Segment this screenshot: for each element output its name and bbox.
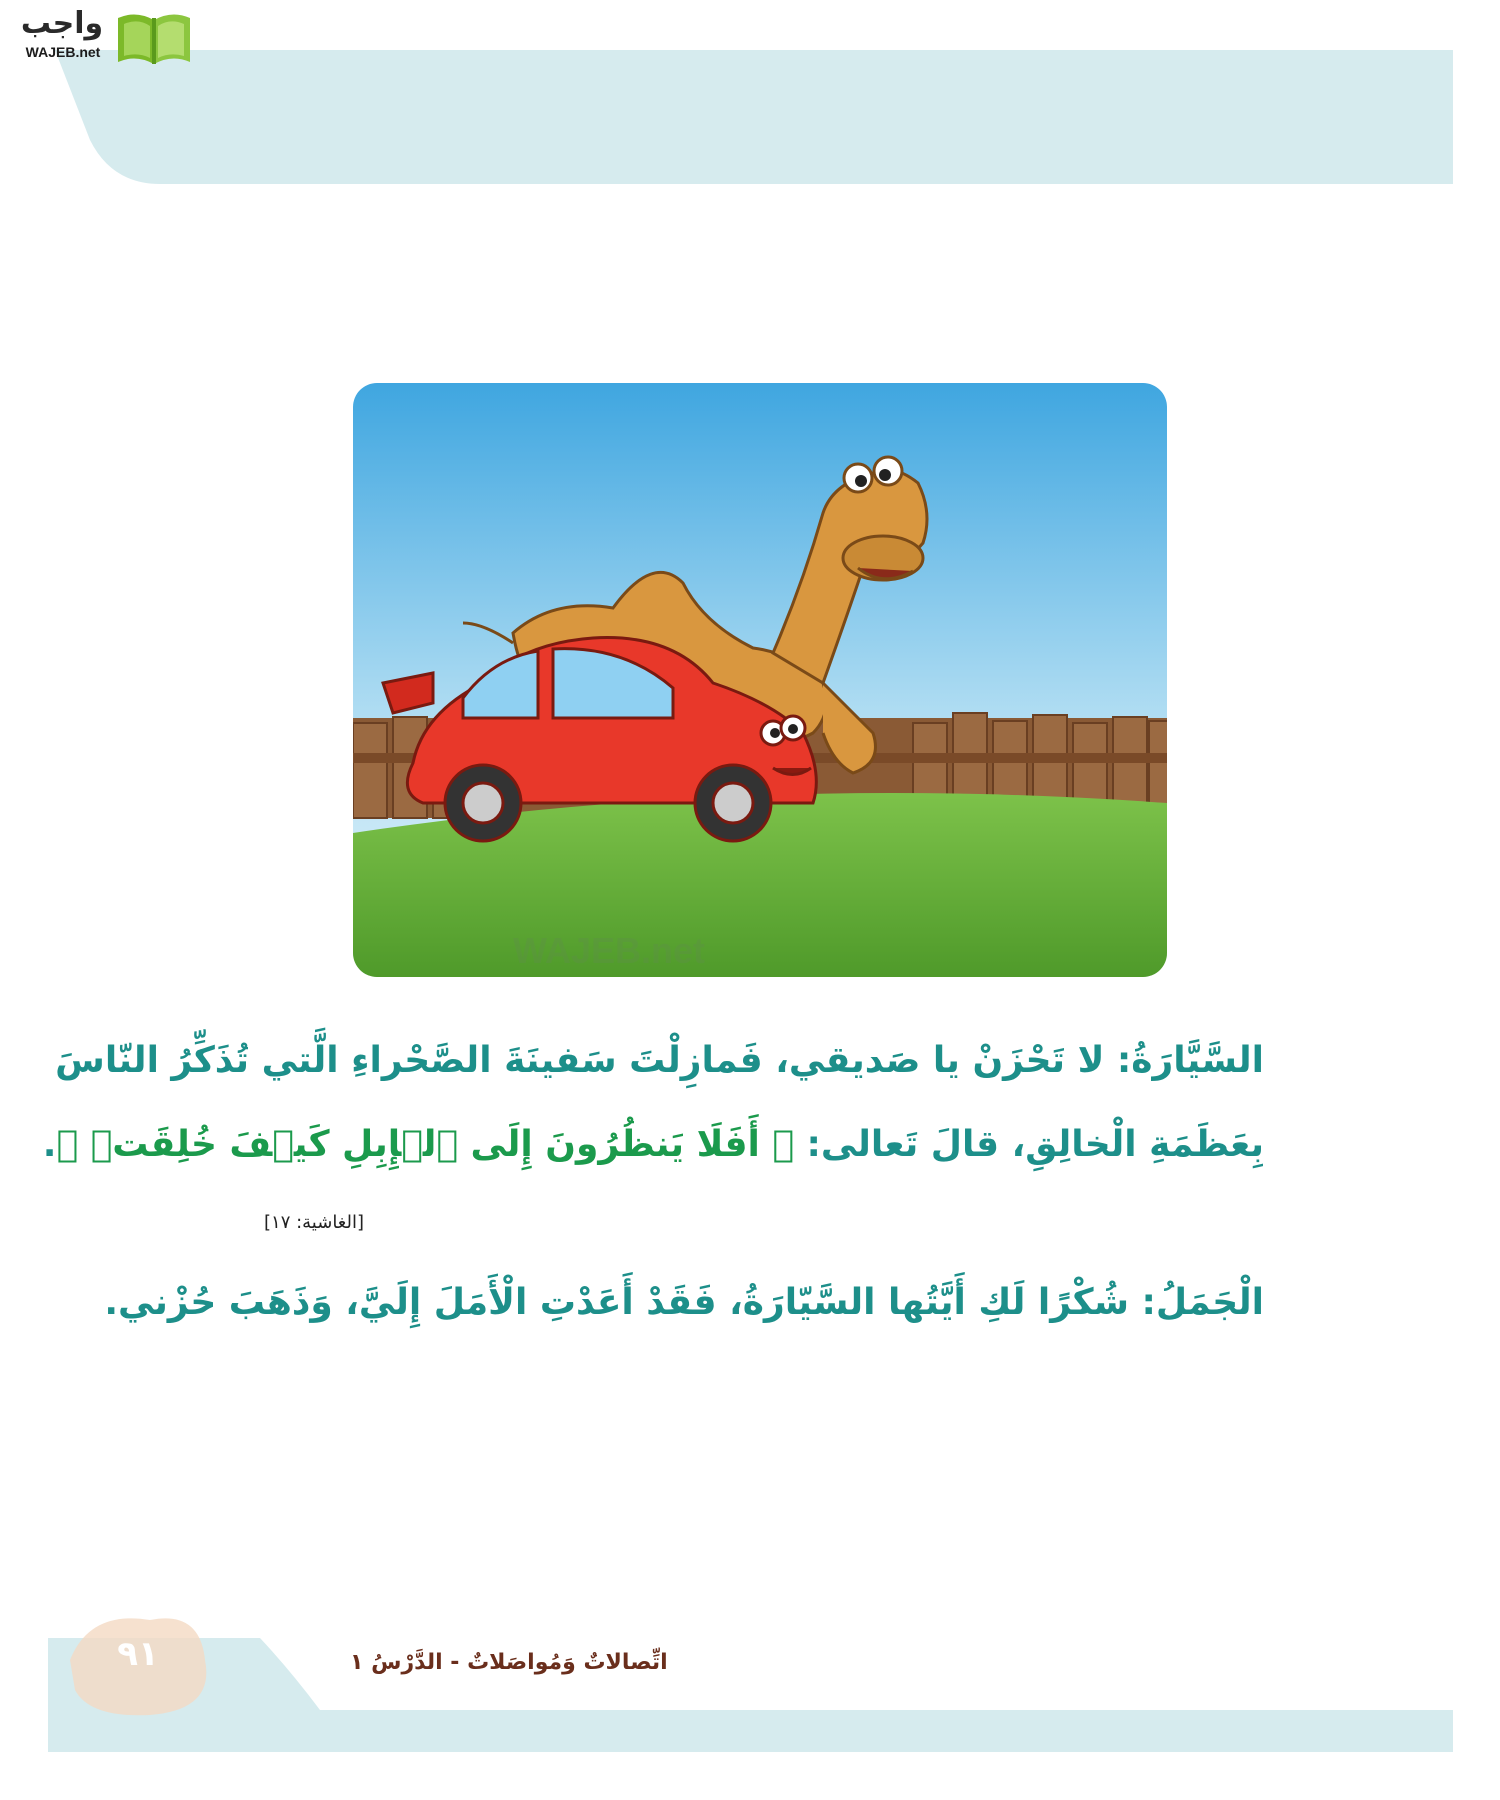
story-line-verse: [42, 1124, 1264, 1165]
story-line-verse-intro: بِعَظَمَةِ الْخالِقِ، قالَ تَعالى:: [794, 1124, 1264, 1165]
story-line-verse-end: .: [42, 1124, 57, 1165]
camel-car-illustration: [353, 383, 1167, 977]
lesson-title: اتِّصالاتٌ وَمُواصَلاتٌ - الدَّرْسُ ١: [350, 1650, 668, 1675]
book-icon: [114, 8, 194, 66]
quran-verse: ﴿ أَفَلَا يَنظُرُونَ إِلَى ٱلۡإِبِلِ كَيۡفَ خُلِقَتۡ ﴾: [56, 1124, 794, 1165]
header-band: [0, 0, 1500, 200]
logo-arabic-text: واجب: [20, 6, 104, 41]
footer-band: [0, 1560, 1500, 1800]
illustration-watermark: WAJEB.net: [513, 930, 706, 971]
page-number: ٩١: [117, 1634, 159, 1674]
verse-reference: [الغاشية: ١٧]: [264, 1212, 365, 1233]
story-line-car: السَّيَّارَةُ: لا تَحْزَنْ يا صَديقي، فَمازِلْتَ سَفينَةَ الصَّحْراءِ الَّتي تُذَكِّرُ النّاسَ: [55, 1040, 1264, 1081]
story-line-camel: الْجَمَلُ: شُكْرًا لَكِ أَيَّتُها السَّيّارَةُ، فَقَدْ أَعَدْتِ الْأَمَلَ إِلَيَّ، وَذَهَبَ حُزْني.: [104, 1282, 1264, 1323]
wajeb-logo: [10, 4, 190, 68]
logo-latin-text: WAJEB.net: [25, 44, 101, 60]
